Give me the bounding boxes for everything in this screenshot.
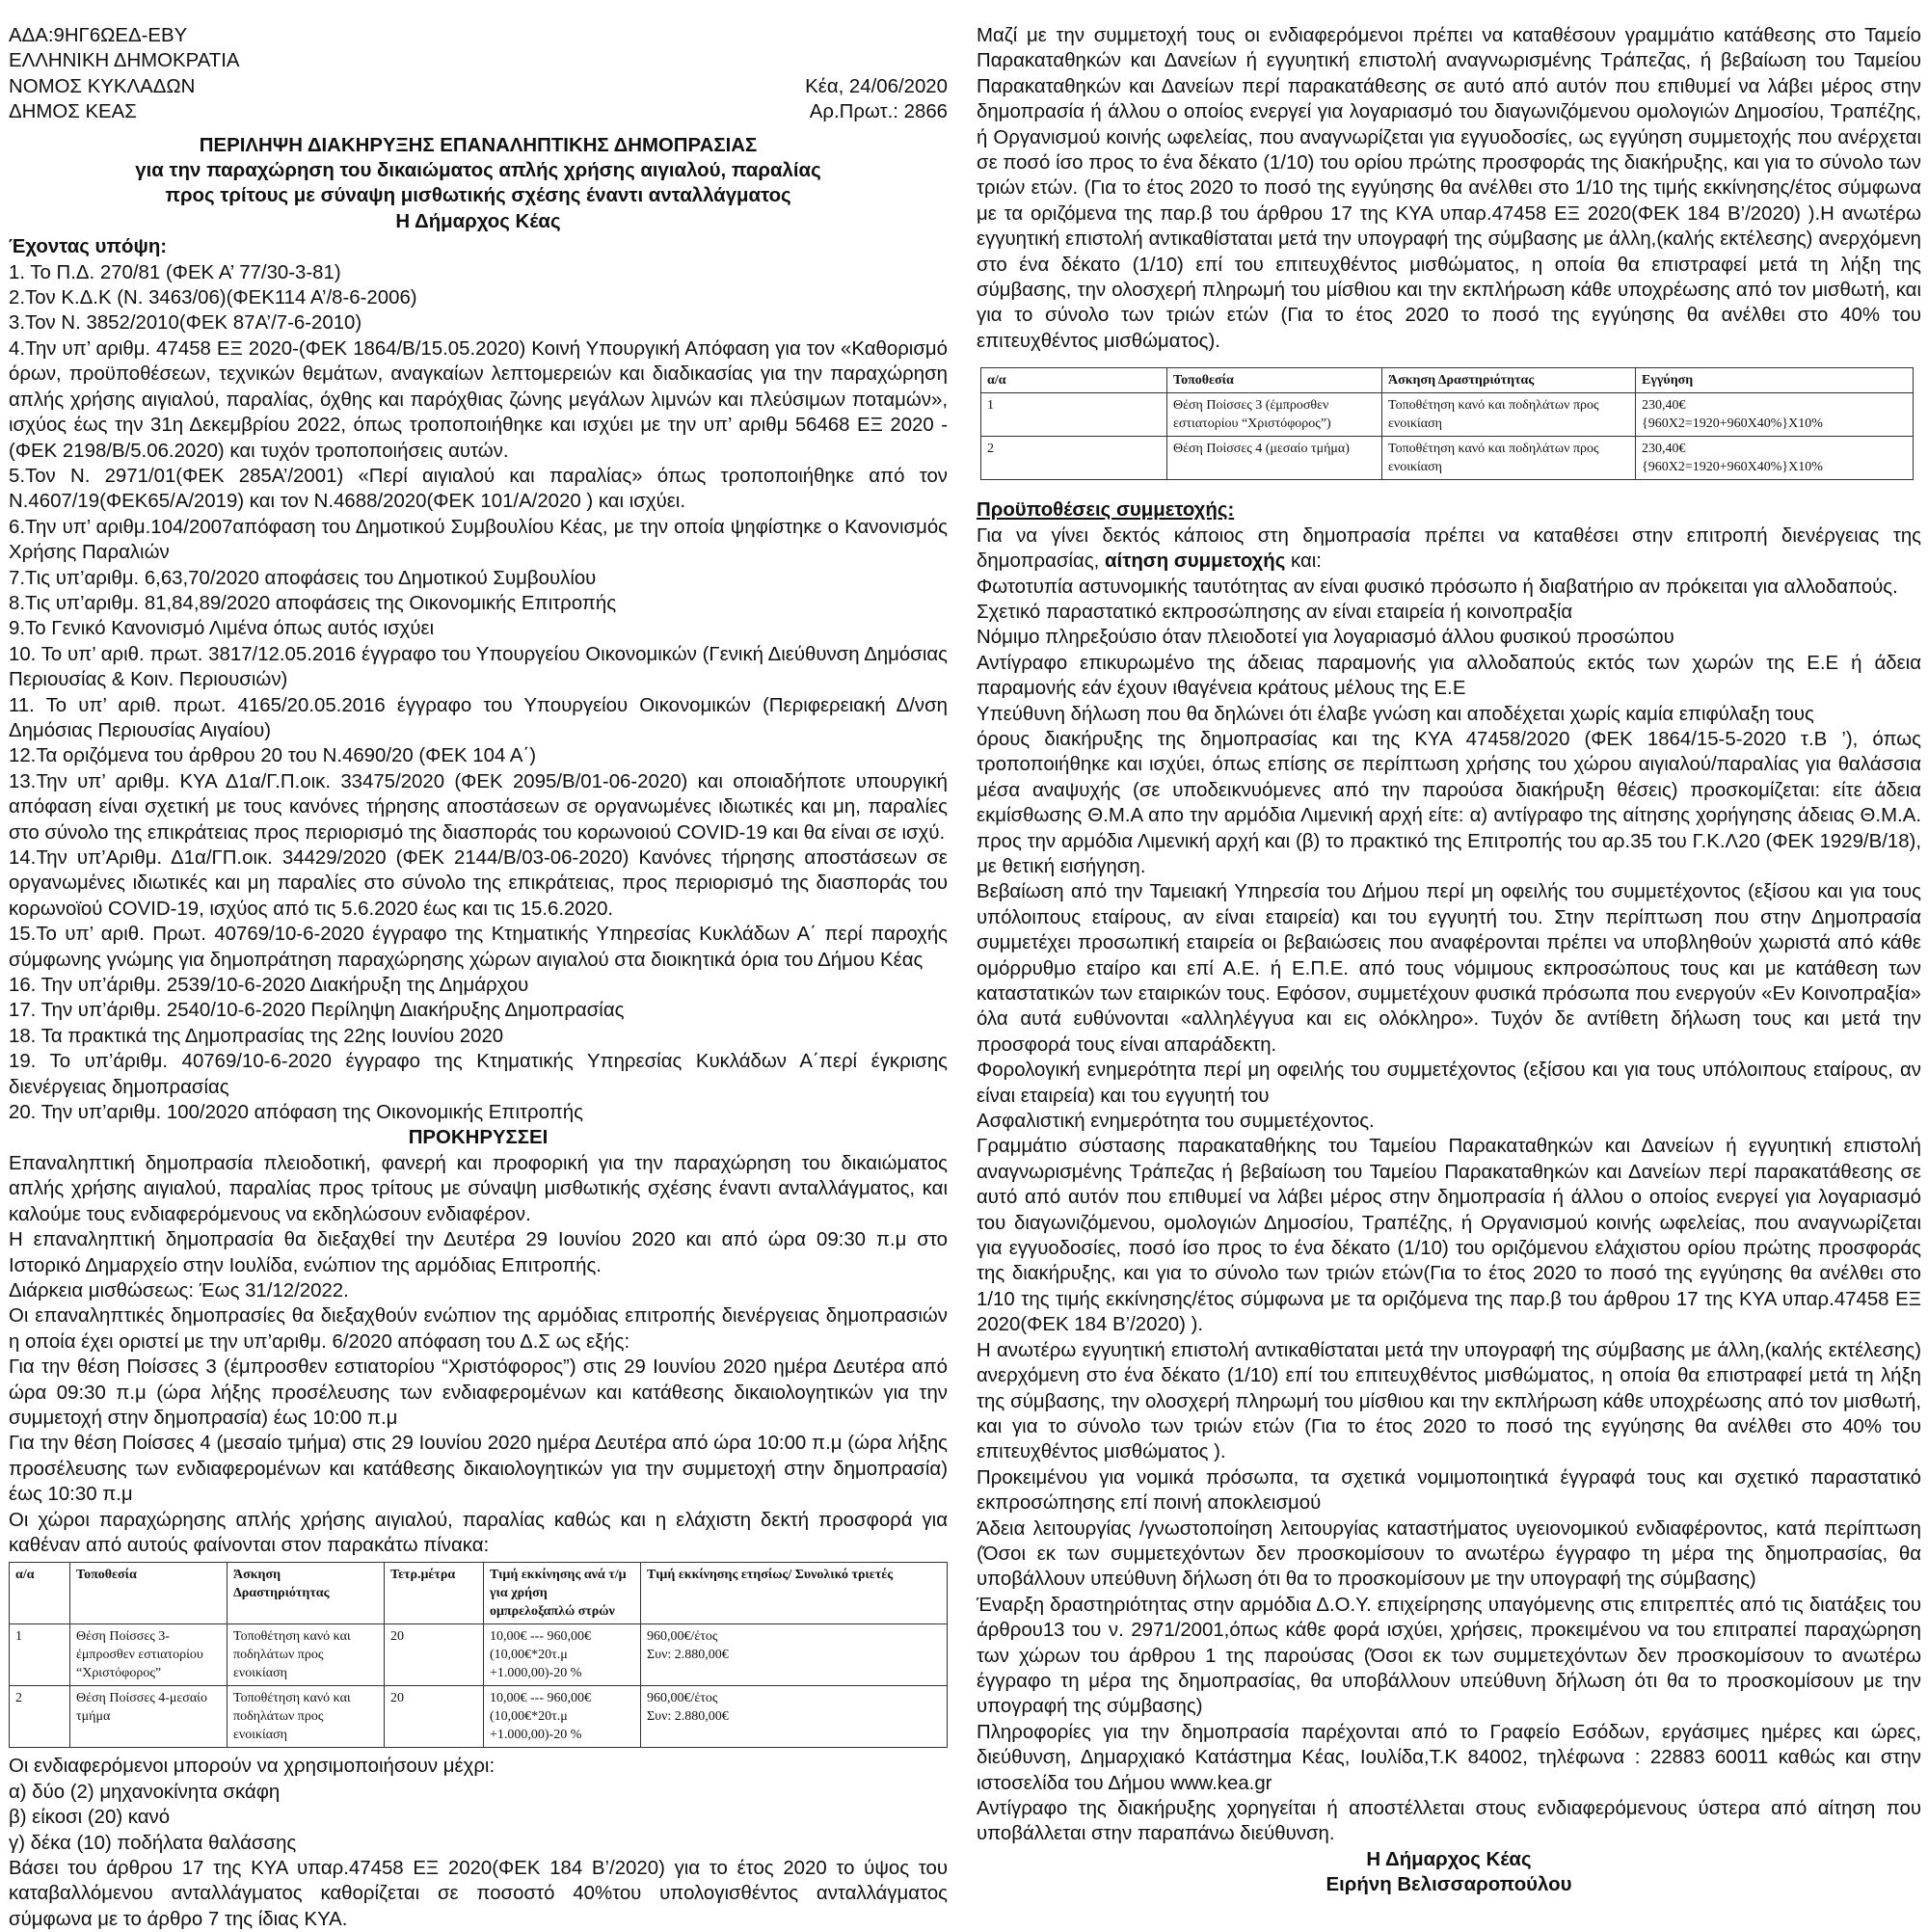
row-number: 2	[981, 437, 1167, 480]
proclaims-heading: ΠΡΟΚΗΡΥΣΣΕΙ	[408, 1127, 549, 1149]
condition-paragraph: Προκειμένου για νομικά πρόσωπα, τα σχετικά νομιμοποιητικά έγγραφά τους και σχετικό παραστατικό εκπροσώπησης επί ποινή αποκλεισμού	[977, 1466, 1921, 1515]
table-header-cell: Τιμή εκκίνησης ετησίως/ Συνολικό τριετές	[641, 1563, 948, 1624]
condition-paragraph: Έναρξη δραστηριότητας στην αρμόδια Δ.Ο.Υ. επιχείρησης υπαγόμενης στις επιτρεπτές από τις διατάξεις του άρθρου13 του ν. 2971/2001,όπως κάθε φορά ισχύει, χρήσεις, προκειμένου να του επιτραπεί παραχώρηση των χώρων του άρθρου 1 της παρούσας (Όσοι εκ των συμμετεχόντων δεν προσκομίσουν το ανωτέρω έγγραφο τη μέρα της δημοπρασίας, θα υποβάλλουν υπεύθυνη δήλωση ότι θα το προσκομίσουν με την υπογραφή της σύμβασης)	[977, 1594, 1921, 1718]
proclaims-paragraph: Οι επαναληπτικές δημοπρασίες θα διεξαχθούν ενώπιον της αρμόδιας επιτροπής διενέργειας δημοπρασιών η οποία έχει οριστεί με την υπ’αριθμ. 6/2020 απόφαση του Δ.Σ ως εξής:	[9, 1305, 948, 1353]
municipality-label: ΔΗΜΟΣ ΚΕΑΣ	[9, 101, 137, 123]
signature-title: Η Δήμαρχος Κέας	[1366, 1848, 1532, 1870]
condition-paragraph: Αντίγραφο της διακήρυξης χορηγείται ή αποστέλλεται στους ενδιαφερόμενους ύστερα από αίτηση που υποβάλλεται στην παραπάνω διεύθυνση.	[977, 1798, 1921, 1845]
considering-item: 16. Την υπ’άριθμ. 2539/10-6-2020 Διακήρυξη της Δημάρχου	[9, 975, 529, 997]
right-column	[977, 23, 1921, 1898]
table-header-cell: Άσκηση Δραστηριότητας	[228, 1563, 385, 1624]
row-price: 10,00€ --- 960,00€ (10,00€*20τ.μ +1.000,00)-20 %	[484, 1686, 641, 1748]
row-sqm: 20	[385, 1686, 484, 1748]
guarantee-formula: {960Χ2=1920+960Χ40%}Χ10%	[1642, 460, 1823, 475]
usage-item: β) είκοσι (20) κανό	[9, 1807, 171, 1829]
considering-item: 1. Το Π.Δ. 270/81 (ΦΕΚ Α’ 77/30-3-81)	[9, 261, 341, 283]
table-header-cell: α/α	[981, 368, 1167, 393]
row-location: Θέση Ποίσσες 3 (έμπροσθεν εστιατορίου “Χριστόφορος”)	[1167, 393, 1382, 437]
condition-paragraph: Γραμμάτιο σύστασης παρακαταθήκης του Ταμείου Παρακαταθηκών και Δανείων ή εγγυητική επιστολή αναγνωρισμένης Τράπεζας ή βεβαίωση του Ταμείου Παρακαταθηκών και Δανείων περί παρακατάθεσης σε αυτό από αυτόν που επιθυμεί να λάβει μέρος στην δημοπρασία ή άλλου ο οποίος ενεργεί για λογαριασμό του διαγωνιζόμενου, ομολογιών Δημοσίου, Τραπέζης, ή Οργανισμού κοινής ωφελείας, που αναγνωρίζεται για εγγυοδοσίες, ποσό ίσο προς το ένα δέκατο (1/10) του οριζόμενου ελάχιστου ορίου πρώτης προσφοράς της διακήρυξης, και για το σύνολο των τριών ετών(Για το έτος 2020 το ποσό της εγγύησης θα ανέλθει στο 1/10 της τιμής εκκίνησης/έτος σύμφωνα με τα οριζόμενα της παρ.β του άρθρου 17 της ΚΥΑ υπαρ.47458 ΕΞ 2020(ΦΕΚ 184 Β’/2020) ).	[977, 1136, 1921, 1336]
table-row	[10, 1624, 948, 1686]
row-activity: Τοποθέτηση κανό και ποδηλάτων προς ενοικίαση	[228, 1624, 385, 1686]
considering-item: 4.Την υπ’ αριθμ. 47458 ΕΞ 2020-(ΦΕΚ 1864/Β/15.05.2020) Κοινή Υπουργική Απόφαση για τον «Καθορισμό όρων, προϋποθέσεων, τεχνικών θεμάτων, αναγκαίων λεπτομερειών και διαδικασίας για την παραχώρηση απλής χρήσης αιγιαλού, παραλίας, όχθης και παρόχθιας ζώνης μεγάλων λιμνών και πλεύσιμων ποταμών», ισχύος έως την 31η Δεκεμβρίου 2022, όπως τροποποιήθηκε και ισχύει με την υπ’ αριθμ 56468 ΕΞ 2020 -(ΦΕΚ 2198/Β/5.06.2020) και τυχόν τροποποιήσεις αυτών.	[9, 337, 948, 462]
considering-heading: Έχοντας υπόψη:	[9, 236, 168, 258]
considering-item: 14.Την υπ’Αριθμ. Δ1α/ΓΠ.οικ. 34429/2020 (ΦΕΚ 2144/Β/03-06-2020) Κανόνες τήρησης αποστάσεων σε οργανωμένες ιδιωτικές και μη παραλίες στο σύνολο της επικράτειας, προς περιορισμό της διασποράς του κορωνοϊού COVID-19, ισχύος από τις 5.6.2020 έως και τις 15.6.2020.	[9, 847, 948, 920]
table-header-cell: Τετρ.μέτρα	[385, 1563, 484, 1624]
row-number: 1	[10, 1624, 70, 1686]
proclaims-paragraph: Επαναληπτική δημοπρασία πλειοδοτική, φανερή και προφορική για την παραχώρηση του δικαιώματος απλής χρήσης αιγιαλού, παραλίας προς τρίτους με σύναψη μισθωτικής σχέσης έναντι ανταλλάγματος, και καλούμε τους ενδιαφερόμενους να εκδηλώσουν ενδιαφέρον.	[9, 1152, 948, 1225]
table-header-cell: α/α	[10, 1563, 70, 1624]
row-price: 10,00€ --- 960,00€ (10,00€*20τ.μ +1.000,00)-20 %	[484, 1624, 641, 1686]
signature-name: Ειρήνη Βελισσαροπούλου	[1326, 1874, 1572, 1896]
guarantee-paragraph: Μαζί με την συμμετοχή τους οι ενδιαφερόμενοι πρέπει να καταθέσουν γραμμάτιο κατάθεσης στο Ταμείο Παρακαταθηκών και Δανείων ή εγγυητική επιστολή αναγνωρισμένης Τράπεζας, ή βεβαίωση του Ταμείου Παρακαταθηκών και Δανείων περί παρακατάθεσης σε αυτό από αυτόν που επιθυμεί να λάβει μέρος στην δημοπρασία ή άλλου ο οποίος ενεργεί για λογαριασμό του διαγωνιζόμενου ομολογιών Δημοσίου, Τραπέζης, ή Οργανισμού κοινής ωφελείας, που αναγνωρίζεται για εγγυοδοσίες, ως εγγύηση συμμετοχής που ανέρχεται σε ποσό ίσο προς το ένα δέκατο (1/10) του ορίου πρώτης προσφοράς της διακήρυξης, και για το σύνολο των τριών ετών. (Για το έτος 2020 το ποσό της εγγύησης θα ανέλθει στο 1/10 της τιμής εκκίνησης/έτος σύμφωνα με τα οριζόμενα της παρ.β του άρθρου 17 της ΚΥΑ υπαρ.47458 ΕΞ 2020(ΦΕΚ 184 Β’/2020) ).Η ανωτέρω εγγυητική επιστολή αντικαθίσταται μετά την υπογραφή της σύμβασης με άλλη,(καλής εκτέλεσης) ανερχόμενη στο ένα δέκατο (1/10) επί του επιτευχθέντος μισθώματος, η οποία θα επιστραφεί μετά τη λήξη της σύμβασης, την ολοσχερή πληρωμή του μίσθιου και την εκπλήρωση κάθε υποχρέωσης από τον μισθωτή, και για το σύνολο των τριών ετών (Για το έτος 2020 το ποσό της εγγύησης θα ανέλθει στο 40% του επιτευχθέντος μισθώματος).	[977, 25, 1921, 352]
guarantee-table	[980, 367, 1914, 480]
condition-paragraph: Σχετικό παραστατικό εκπροσώπησης αν είναι εταιρεία ή κοινοπραξία	[977, 601, 1573, 623]
table-row	[981, 393, 1914, 437]
considering-item: 11. Το υπ’ αριθ. πρωτ. 4165/20.05.2016 έγγραφο του Υπουργείου Οικονομικών (Περιφερειακή Δ/νση Δημόσιας Περιουσίας Αιγαίου)	[9, 694, 948, 741]
guarantee-amount: 230,40€	[1642, 398, 1686, 414]
row-location: Θέση Ποίσσες 3- έμπροσθεν εστιατορίου “Χριστόφορος”	[70, 1624, 228, 1686]
proclaims-paragraph: Για την θέση Ποίσσες 3 (έμπροσθεν εστιατορίου “Χριστόφορος”) στις 29 Ιουνίου 2020 ημέρα Δευτέρα από ώρα 09:30 π.μ (ώρα λήξης προσέλευσης των ενδιαφερομένων και κατάθεσης δικαιολογητικών για την συμμετοχή στην δημοπρασία) έως 10:00 π.μ	[9, 1356, 948, 1429]
table-header-cell: Τιμή εκκίνησης ανά τ/μ για χρήση ομπρελοξαπλώ στρών	[484, 1563, 641, 1624]
conditions-intro-text: Για να γίνει δεκτός κάποιος στη δημοπρασία πρέπει να καταθέσει στην επιτροπή διενέργειας της δημοπρασίας,	[977, 524, 1921, 573]
row-activity: Τοποθέτηση κανό και ποδηλάτων προς ενοικίαση	[228, 1686, 385, 1748]
prefecture-label: ΝΟΜΟΣ ΚΥΚΛΑΔΩΝ	[9, 75, 196, 97]
guarantee-formula: {960Χ2=1920+960Χ40%}Χ10%	[1642, 416, 1823, 432]
considering-item: 20. Την υπ’αριθμ. 100/2020 απόφαση της Οικονομικής Επιτροπής	[9, 1102, 583, 1124]
row-number: 1	[981, 393, 1167, 437]
considering-list	[9, 260, 948, 1126]
row-number: 2	[10, 1686, 70, 1748]
condition-paragraph: Η ανωτέρω εγγυητική επιστολή αντικαθίσταται μετά την υπογραφή της σύμβασης με άλλη,(καλής εκτέλεσης) ανερχόμενη στο ένα δέκατο (1/10) επί του επιτευχθέντος μισθώματος, η οποία θα επιστραφεί μετά τη λήξη της σύμβασης, την ολοσχερή πληρωμή του μίσθιου και την εκπλήρωση κάθε υποχρέωσης από τον μισθωτή, και για το σύνολο των τριών ετών (Για το έτος 2020 το ποσό της εγγύησης θα ανέλθει στο 40% του επιτευχθέντος μισθώματος ).	[977, 1339, 1921, 1463]
condition-paragraph: Φωτοτυπία αστυνομικής ταυτότητας αν είναι φυσικό πρόσωπο ή διαβατήριο αν πρόκειται για αλλοδαπούς.	[977, 576, 1898, 598]
table-header-cell: Εγγύηση	[1636, 368, 1914, 393]
participation-request: αίτηση συμμετοχής	[1105, 550, 1286, 573]
considering-item: 3.Τον Ν. 3852/2010(ΦΕΚ 87Α’/7-6-2010)	[9, 312, 362, 335]
mayor-heading: Η Δήμαρχος Κέας	[395, 210, 561, 232]
condition-paragraph: Βεβαίωση από την Ταμειακή Υπηρεσία του Δήμου περί μη οφειλής του συμμετέχοντος (εξίσου και για τους υπόλοιπους εταίρους, αν είναι εταιρεία) και του εγγυητή του. Στην περίπτωση που στην Δημοπρασία συμμετέχει προσωπική εταιρεία οι βεβαιώσεις που αναφέρονται πρέπει να υποβληθούν χωριστά από κάθε ομόρρυθμο εταίρο και επί Α.Ε. ή Ε.Π.Ε. από τους νόμιμους εκπροσώπους τους και με κατάθεση των καταστατικών των εταιρικών τους. Εφόσον, συμμετέχουν φυσικά πρόσωπα που ενεργούν «Εν Κοινοπραξία» όλα αυτά ευθύνονται «αλληλέγγυα και εις ολόκληρο». Τυχόν δε αντίθετη δήλωση τους και μετά την προσφορά τους είναι απαράδεκτη.	[977, 881, 1921, 1056]
row-annual	[641, 1686, 948, 1748]
proclaims-paragraph: Για την θέση Ποίσσες 4 (μεσαίο τμήμα) στις 29 Ιουνίου 2020 ημέρα Δευτέρα από ώρα 10:00 π.μ (ώρα λήξης προσέλευσης των ενδιαφερομένων και κατάθεσης δικαιολογητικών για την συμμετοχή στην δημοπρασία) έως 10:30 π.μ	[9, 1433, 948, 1506]
document-subtitle-2: προς τρίτους με σύναψη μισθωτικής σχέσης έναντι ανταλλάγματος	[165, 185, 791, 207]
considering-item: 7.Τις υπ’αριθμ. 6,63,70/2020 αποφάσεις του Δημοτικού Συμβουλίου	[9, 567, 597, 589]
condition-paragraph: Πληροφορίες για την δημοπρασία παρέχονται από το Γραφείο Εσόδων, εργάσιμες ημέρες και ώρες, διεύθυνση, Δημαρχιακό Κατάστημα Κέας, Ιουλίδα,Τ.Κ 84002, τηλέφωνα : 22883 60011 καθώς και στην ιστοσελίδα του Δήμου www.kea.gr	[977, 1721, 1921, 1794]
considering-item: 2.Τον Κ.Δ.Κ (Ν. 3463/06)(ΦΕΚ114 Α’/8-6-2006)	[9, 287, 417, 309]
total-price: Συν: 2.880,00€	[647, 1648, 729, 1663]
table-header-row	[10, 1563, 948, 1624]
protocol-number: Αρ.Πρωτ.: 2866	[809, 101, 948, 123]
considering-item: 10. Το υπ’ αριθ. πρωτ. 3817/12.05.2016 έγγραφο του Υπουργείου Οικονομικών (Γενική Διεύθυνση Δημόσιας Περιουσίας & Κοιν. Περιουσιών)	[9, 643, 948, 691]
condition-paragraph: Υπεύθυνη δήλωση που θα δηλώνει ότι έλαβε γνώση και αποδέχεται χωρίς καμία επιφύλαξη τους	[977, 703, 1814, 725]
usage-basis: Βάσει του άρθρου 17 της ΚΥΑ υπαρ.47458 ΕΞ 2020(ΦΕΚ 184 Β’/2020) για το έτος 2020 το ύψος του καταβαλλόμενου ανταλλάγματος καθορίζεται σε ποσοστό 40%του υπολογισθέντος ανταλλάγματος σύμφωνα με το άρθρο 7 της ίδιας ΚΥΑ.	[9, 1858, 948, 1930]
row-location: Θέση Ποίσσες 4-μεσαίο τμήμα	[70, 1686, 228, 1748]
conditions-intro-tail: και:	[1285, 550, 1322, 573]
row-location: Θέση Ποίσσες 4 (μεσαίο τμήμα)	[1167, 437, 1382, 480]
row-guarantee	[1636, 393, 1914, 437]
table-row	[981, 437, 1914, 480]
row-activity: Τοποθέτηση κανό και ποδηλάτων προς ενοικίαση	[1382, 437, 1636, 480]
table-header-cell: Τοποθεσία	[1167, 368, 1382, 393]
document-subtitle-1: για την παραχώρηση του δικαιώματος απλής χρήσης αιγιαλού, παραλίας	[135, 160, 821, 182]
table-header-row	[981, 368, 1914, 393]
table-row	[10, 1686, 948, 1748]
condition-paragraph: Άδεια λειτουργίας /γνωστοποίηση λειτουργίας καταστήματος υγειονομικού ενδιαφέροντος, κατά περίπτωση (Όσοι εκ των συμμετεχόντων δεν προσκομίσουν το ανωτέρω έγγραφο τη μέρα της δημοπρασίας, θα υποβάλλουν υπεύθυνη δήλωση ότι θα το προσκομίσουν με την υπογραφή της σύμβασης)	[977, 1517, 1921, 1591]
considering-item: 5.Τον Ν. 2971/01(ΦΕΚ 285Α’/2001) «Περί αιγιαλού και παραλίας» όπως τροποποιήθηκε από τον Ν.4607/19(ΦΕΚ65/Α/2019) και τον Ν.4688/2020(ΦΕΚ 101/Α/2020 ) και ισχύει.	[9, 465, 948, 513]
condition-paragraph: Νόμιμο πληρεξούσιο όταν πλειοδοτεί για λογαριασμό άλλου φυσικού προσώπου	[977, 627, 1674, 649]
condition-paragraph: όρους διακήρυξης της δημοπρασίας και της ΚΥΑ 47458/2020 (ΦΕΚ 1864/15-5-2020 τ.Β ’), όπως τροποποιήθηκε και ισχύει, όπως επίσης σε περίπτωση χρήσης του χώρου αιγιαλού/παραλίας για θαλάσσια μέσα αναψυχής (σε υποδεικνυόμενες από την παρούσα διακήρυξη θέσεις) προσκομίζεται: είτε άδεια εκμίσθωσης Θ.Μ.Α απο την αρμόδια Λιμενική αρχή είτε: α) αντίγραφο της αίτησης χορήγησης άδειας Θ.Μ.Α. προς την αρμόδια Λιμενική αρχή και (β) το πρακτικό της Επιτροπής του αρ.35 του Γ.Κ.Λ20 (ΦΕΚ 1929/Β/18), με θετική εισήγηση.	[977, 728, 1921, 877]
considering-item: 18. Τα πρακτικά της Δημοπρασίας της 22ης Ιουνίου 2020	[9, 1025, 504, 1047]
row-activity: Τοποθέτηση κανό και ποδηλάτων προς ενοικίαση	[1382, 393, 1636, 437]
considering-item: 19. Το υπ’άριθμ. 40769/10-6-2020 έγγραφο της Κτηματικής Υπηρεσίας Κυκλάδων Α΄περί έγκρισης διενέργειας δημοπρασίας	[9, 1051, 948, 1098]
considering-item: 9.Το Γενικό Κανονισμό Λιμένα όπως αυτός ισχύει	[9, 618, 435, 640]
ada-code: ΑΔΑ:9ΗΓ6ΩΕΔ-ΕΒΥ	[9, 25, 188, 46]
proclaims-paragraph: Διάρκεια μισθώσεως: Έως 31/12/2022.	[9, 1279, 349, 1301]
usage-intro: Οι ενδιαφερόμενοι μπορούν να χρησιμοποιήσουν μέχρι:	[9, 1756, 495, 1778]
considering-item: 13.Την υπ’ αριθμ. ΚΥΑ Δ1α/Γ.Π.οικ. 33475/2020 (ΦΕΚ 2095/Β/01-06-2020) και οποιαδήποτε υπουργική απόφαση είναι σχετική με τους κανόνες τήρησης αποστάσεων σε οργανωμένες ιδιωτικές και μη, παραλίες στο σύνολο της επικράτειας προς περιορισμό της διασποράς του κορωνοιού COVID-19 και θα είναι σε ισχύ.	[9, 770, 948, 844]
table-header-cell: Τοποθεσία	[70, 1563, 228, 1624]
row-sqm: 20	[385, 1624, 484, 1686]
considering-item: 6.Την υπ’ αριθμ.104/2007απόφαση του Δημοτικού Συμβουλίου Κέας, με την οποία ψηφίστηκε ο Κανονισμός Χρήσης Παραλιών	[9, 516, 948, 564]
row-annual	[641, 1624, 948, 1686]
conditions-intro	[977, 523, 1921, 575]
considering-item: 17. Την υπ’άριθμ. 2540/10-6-2020 Περίληψη Διακήρυξης Δημοπρασίας	[9, 1000, 625, 1022]
condition-paragraph: Φορολογική ενημερότητα περί μη οφειλής του συμμετέχοντος (εξίσου και για τους υπόλοιπους εταίρους, αν είναι εταιρεία) και του εγγυητή του	[977, 1060, 1921, 1107]
considering-item: 8.Τις υπ’αριθμ. 81,84,89/2020 αποφάσεις της Οικονομικής Επιτροπής	[9, 592, 617, 614]
usage-item: α) δύο (2) μηχανοκίνητα σκάφη	[9, 1781, 281, 1803]
proclaims-paragraph: Η επαναληπτική δημοπρασία θα διεξαχθεί την Δευτέρα 29 Ιουνίου 2020 και από ώρα 09:30 π.μ στο Ιστορικό Δημαρχείο στην Ιουλίδα, ενώπιον της αρμόδιας Επιτροπής.	[9, 1229, 948, 1276]
republic-label: ΕΛΛΗΝΙΚΗ ΔΗΜΟΚΡΑΤΙΑ	[9, 50, 240, 72]
considering-item: 12.Τα οριζόμενα του άρθρου 20 του Ν.4690/20 (ΦΕΚ 104 Α΄)	[9, 745, 537, 767]
usage-item: γ) δέκα (10) ποδήλατα θαλάσσης	[9, 1832, 297, 1854]
document-title: ΠΕΡΙΛΗΨΗ ΔΙΑΚΗΡΥΞΗΣ ΕΠΑΝΑΛΗΠΤΙΚΗΣ ΔΗΜΟΠΡΑΣΙΑΣ	[199, 134, 758, 156]
conditions-heading: Προϋποθέσεις συμμετοχής:	[977, 499, 1235, 522]
document-date: Κέα, 24/06/2020	[805, 75, 948, 97]
row-guarantee	[1636, 437, 1914, 480]
pricing-table	[9, 1562, 948, 1748]
condition-paragraph: Ασφαλιστική ενημερότητα του συμμετέχοντος.	[977, 1111, 1375, 1133]
total-price: Συν: 2.880,00€	[647, 1709, 729, 1725]
condition-paragraph: Αντίγραφο επικυρωμένο της άδειας παραμονής για αλλοδαπούς εκτός των χωρών της Ε.Ε ή άδεια παραμονής εάν έχουν ιθαγένεια κράτους μέλους της Ε.Ε	[977, 652, 1921, 700]
left-column	[9, 23, 948, 1932]
table-header-cell: Άσκηση Δραστηριότητας	[1382, 368, 1636, 393]
guarantee-amount: 230,40€	[1642, 442, 1686, 457]
considering-item: 15.Το υπ’ αριθ. Πρωτ. 40769/10-6-2020 έγγραφο της Κτηματικής Υπηρεσίας Κυκλάδων Α΄ περί παροχής σύμφωνης γνώμης για δημοπράτηση παραχώρησης χώρων αιγιαλού στα διοικητικά όρια του Δήμου Κέας	[9, 924, 948, 971]
proclaims-paragraph: Οι χώροι παραχώρησης απλής χρήσης αιγιαλού, παραλίας καθώς και η ελάχιστη δεκτή προσφορά για καθέναν από αυτούς φαίνονται στον παρακάτω πίνακα:	[9, 1509, 948, 1556]
annual-price: 960,00€/έτος	[647, 1629, 718, 1645]
annual-price: 960,00€/έτος	[647, 1691, 718, 1706]
